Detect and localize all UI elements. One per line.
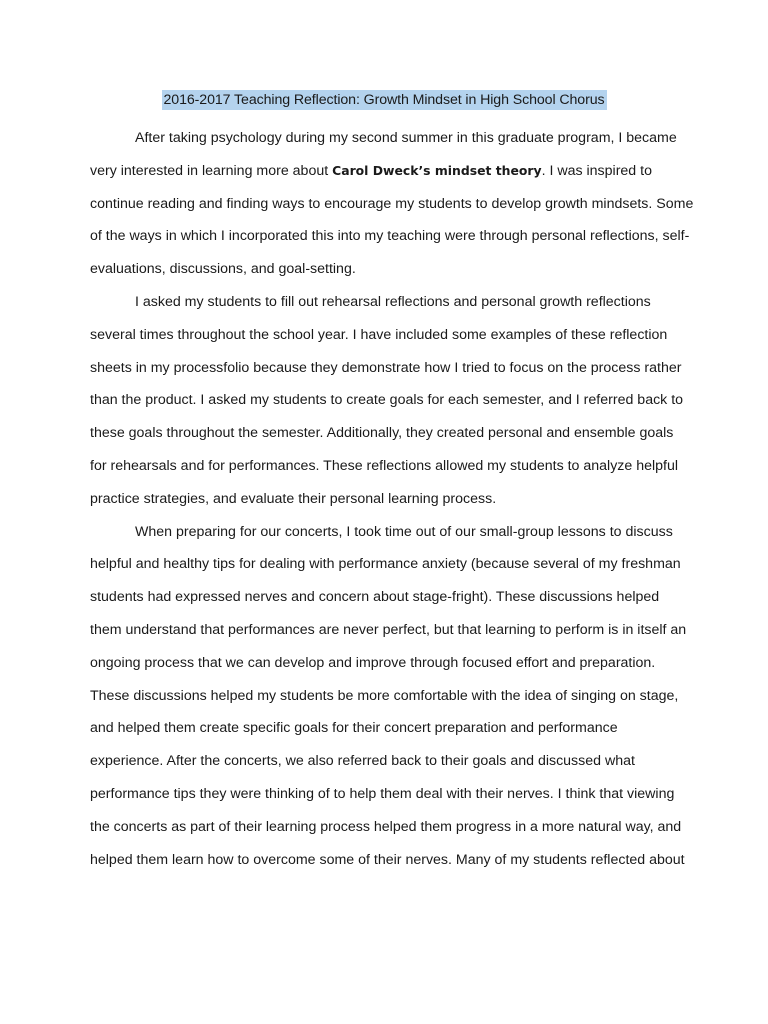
body-line: and helped them create specific goals for their concert preparation and performance bbox=[90, 720, 618, 737]
body-line: I asked my students to fill out rehearsal reflections and personal growth reflections bbox=[135, 293, 651, 310]
body-line: helpful and healthy tips for dealing with performance anxiety (because several of my freshman bbox=[90, 556, 681, 573]
body-line: the concerts as part of their learning process helped them progress in a more natural way, and bbox=[90, 818, 682, 835]
body-line: When preparing for our concerts, I took time out of our small-group lessons to discuss bbox=[135, 523, 673, 540]
body-line: practice strategies, and evaluate their personal learning process. bbox=[90, 490, 497, 507]
document-title: 2016-2017 Teaching Reflection: Growth Mindset in High School Chorus bbox=[163, 92, 605, 108]
body-line: students had expressed nerves and concern about stage-fright). These discussions helped bbox=[90, 589, 660, 606]
body-line: continue reading and finding ways to encourage my students to develop growth mindsets. Some bbox=[90, 195, 694, 212]
body-line: sheets in my processfolio because they demonstrate how I tried to focus on the process rather bbox=[90, 359, 682, 376]
body-line: them understand that performances are never perfect, but that learning to perform is in itself an bbox=[90, 621, 687, 638]
body-line: these goals throughout the semester. Additionally, they created personal and ensemble goals bbox=[90, 425, 674, 442]
body-text-run: . I was inspired to bbox=[541, 162, 652, 179]
paragraph-3 bbox=[90, 516, 687, 877]
paragraph-1 bbox=[90, 122, 694, 286]
body-line: ongoing process that we can develop and improve through focused effort and preparation. bbox=[90, 654, 656, 671]
body-text-run: very interested in learning more about bbox=[90, 162, 333, 179]
body-line: These discussions helped my students be more comfortable with the idea of singing on stage, bbox=[90, 687, 679, 704]
paragraph-2 bbox=[90, 286, 684, 516]
document-body bbox=[90, 122, 694, 876]
body-line: performance tips they were thinking of to help them deal with their nerves. I think that viewing bbox=[90, 785, 675, 802]
body-line: for rehearsals and for performances. These reflections allowed my students to analyze helpful bbox=[90, 457, 679, 474]
bold-theory-name: Carol Dweck’s mindset theory bbox=[332, 162, 542, 178]
body-line: of the ways in which I incorporated this into my teaching were through personal reflections, self- bbox=[90, 228, 690, 245]
body-line: experience. After the concerts, we also referred back to their goals and discussed what bbox=[90, 753, 635, 770]
body-line: several times throughout the school year. I have included some examples of these reflection bbox=[90, 326, 668, 343]
body-line: than the product. I asked my students to create goals for each semester, and I referred back to bbox=[90, 392, 684, 409]
body-line: evaluations, discussions, and goal-setting. bbox=[90, 261, 356, 278]
title-container bbox=[0, 90, 768, 110]
body-line bbox=[90, 155, 680, 188]
body-line: helped them learn how to overcome some of their nerves. Many of my students reflected about bbox=[90, 851, 685, 868]
body-line: After taking psychology during my second summer in this graduate program, I became bbox=[135, 130, 677, 146]
